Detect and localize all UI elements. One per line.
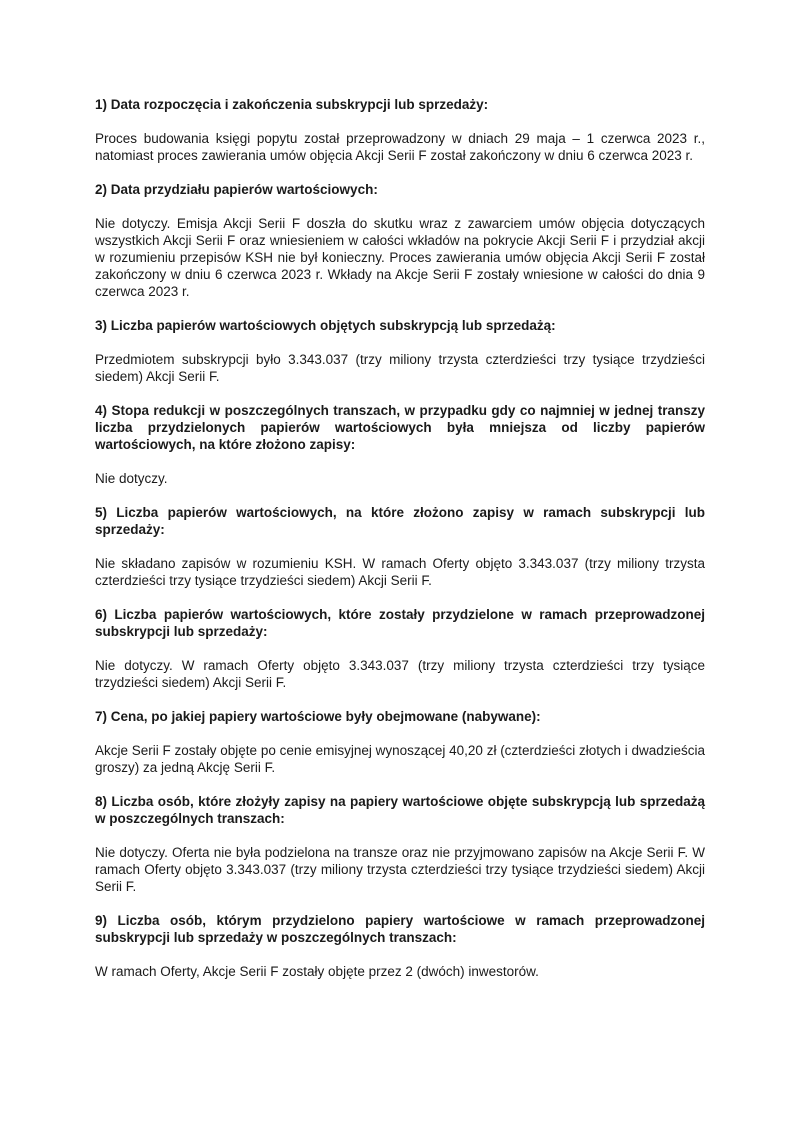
section-paragraph: Nie dotyczy.	[95, 471, 168, 486]
section-heading: 3) Liczba papierów wartościowych objętych subskrypcją lub sprzedażą:	[95, 318, 556, 333]
document-section	[95, 793, 705, 895]
section-heading: 2) Data przydziału papierów wartościowych:	[95, 182, 378, 197]
document-section	[95, 708, 705, 776]
document-section	[95, 912, 705, 980]
section-heading: 8) Liczba osób, które złożyły zapisy na papiery wartościowe objęte subskrypcją lub sprzedażą w poszczególnych transzach:	[95, 794, 705, 826]
section-paragraph: Akcje Serii F zostały objęte po cenie emisyjnej wynoszącej 40,20 zł (czterdzieści złotych i dwadzieścia groszy) za jedną Akcję Serii F.	[95, 743, 706, 775]
section-heading: 9) Liczba osób, którym przydzielono papiery wartościowe w ramach przeprowadzonej subskrypcji lub sprzedaży w poszczególnych transzach:	[95, 913, 705, 945]
section-heading: 6) Liczba papierów wartościowych, które zostały przydzielone w ramach przeprowadzonej subskrypcji lub sprzedaży:	[95, 607, 705, 639]
section-paragraph: Nie dotyczy. Oferta nie była podzielona na transze oraz nie przyjmowano zapisów na Akcje Serii F. W ramach Oferty objęto 3.343.037 (trzy miliony trzysta czterdzieści trzy tysiące trzydzieści siedem) Akcji Serii F.	[95, 845, 705, 894]
section-paragraph: Nie dotyczy. Emisja Akcji Serii F doszła do skutku wraz z zawarciem umów objęcia dotyczących wszystkich Akcji Serii F oraz wniesieniem w całości wkładów na pokrycie Akcji Serii F i przydział akcji w rozumieniu przepisów KSH nie był konieczny. Proces zawierania umów objęcia Akcji Serii F został zakończony w dniu 6 czerwca 2023 r. Wkłady na Akcje Serii F zostały wniesione w całości do dnia 9 czerwca 2023 r.	[95, 216, 705, 299]
section-paragraph: Nie dotyczy. W ramach Oferty objęto 3.343.037 (trzy miliony trzysta czterdzieści trzy tysiące trzydzieści siedem) Akcji Serii F.	[95, 658, 705, 690]
document-section	[95, 181, 705, 300]
document-section	[95, 317, 705, 385]
section-heading: 1) Data rozpoczęcia i zakończenia subskrypcji lub sprzedaży:	[95, 97, 489, 112]
document-section	[95, 402, 705, 487]
document-section	[95, 96, 705, 164]
section-paragraph: Nie składano zapisów w rozumieniu KSH. W ramach Oferty objęto 3.343.037 (trzy miliony trzysta czterdzieści trzy tysiące trzydzieści siedem) Akcji Serii F.	[95, 556, 705, 588]
section-paragraph: W ramach Oferty, Akcje Serii F zostały objęte przez 2 (dwóch) inwestorów.	[95, 964, 539, 979]
section-paragraph: Proces budowania księgi popytu został przeprowadzony w dniach 29 maja – 1 czerwca 2023 r., natomiast proces zawierania umów objęcia Akcji Serii F został zakończony w dniu 6 czerwca 2023 r.	[95, 131, 705, 163]
section-heading: 4) Stopa redukcji w poszczególnych transzach, w przypadku gdy co najmniej w jednej transzy liczba przydzielonych papierów wartościowych była mniejsza od liczby papierów wartościowych, na które złożono zapisy:	[95, 403, 705, 452]
section-paragraph: Przedmiotem subskrypcji było 3.343.037 (trzy miliony trzysta czterdzieści trzy tysiące trzydzieści siedem) Akcji Serii F.	[95, 352, 705, 384]
section-heading: 5) Liczba papierów wartościowych, na które złożono zapisy w ramach subskrypcji lub sprzedaży:	[95, 505, 705, 537]
section-heading: 7) Cena, po jakiej papiery wartościowe były obejmowane (nabywane):	[95, 709, 541, 724]
document-sections	[95, 96, 705, 980]
document-section	[95, 504, 705, 589]
document-section	[95, 606, 705, 691]
